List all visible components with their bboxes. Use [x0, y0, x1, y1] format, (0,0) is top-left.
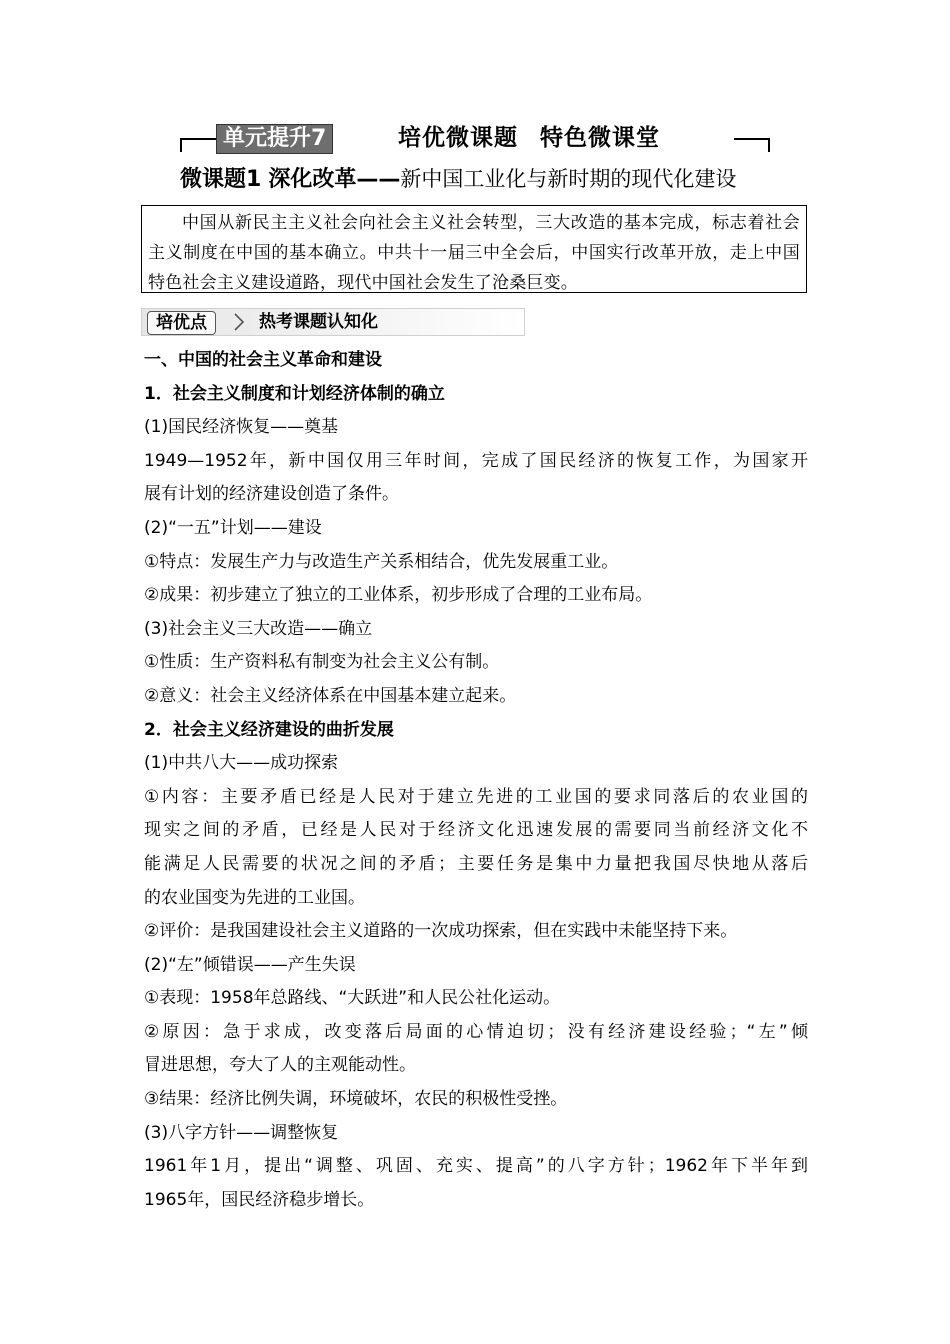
body-content — [144, 344, 808, 1217]
header-rule-left — [180, 138, 216, 140]
paragraph-line: 冒进思想，夸大了人的主观能动性。 — [144, 1055, 416, 1076]
micro-lesson-title — [180, 164, 780, 195]
list-item: ②原因：急于求成，改变落后局面的心情迫切；没有经济建设经验；“左”倾 — [144, 1021, 808, 1042]
header-rule-left-tick — [180, 138, 182, 152]
intro-box — [141, 205, 807, 293]
list-item: ②成果：初步建立了独立的工业体系，初步形成了合理的工业布局。 — [144, 585, 653, 606]
paragraph-line: 1949—1952年，新中国仅用三年时间，完成了国民经济的恢复工作，为国家开 — [144, 450, 808, 471]
micro-lesson-topic: 深化改革—— — [268, 167, 401, 192]
paragraph-line: 展有计划的经济建设创造了条件。 — [144, 484, 399, 505]
chevron-right-icon — [229, 312, 249, 332]
list-item: ②意义：社会主义经济体系在中国基本建立起来。 — [144, 685, 517, 706]
point-heading: (3)八字方针——调整恢复 — [144, 1122, 339, 1143]
point-heading: (1)中共八大——成功探索 — [144, 753, 339, 774]
paragraph-line: 现实之间的矛盾，已经是人民对于经济文化迅速发展的需要同当前经济文化不 — [144, 820, 808, 841]
section-tag-bar — [141, 308, 525, 338]
point-heading: (3)社会主义三大改造——确立 — [144, 618, 373, 639]
tag-label: 热考课题认知化 — [259, 312, 378, 332]
paragraph-line: 的农业国变为先进的工业国。 — [144, 887, 365, 908]
list-item: ①内容：主要矛盾已经是人民对于建立先进的工业国的要求同落后的农业国的 — [144, 786, 808, 807]
list-item: ①表现：1958年总路线、“大跃进”和人民公社化运动。 — [144, 988, 561, 1009]
unit-header — [180, 124, 770, 154]
unit-title-part-b: 特色微课堂 — [540, 125, 660, 151]
subsection-heading: 2．社会主义经济建设的曲折发展 — [144, 719, 394, 740]
header-rule-right — [734, 138, 770, 140]
subsection-heading: 1．社会主义制度和计划经济体制的确立 — [144, 383, 445, 404]
header-rule-right-tick — [768, 138, 770, 152]
point-heading: (2)“一五”计划——建设 — [144, 517, 322, 538]
tag-chip: 培优点 — [147, 311, 216, 335]
list-item: ②评价：是我国建设社会主义道路的一次成功探索，但在实践中未能坚持下来。 — [144, 921, 738, 942]
list-item: ①性质：生产资料私有制变为社会主义公有制。 — [144, 652, 500, 673]
paragraph-line: 1965年，国民经济稳步增长。 — [144, 1189, 375, 1210]
micro-lesson-label: 微课题1 — [180, 167, 262, 192]
paragraph-line: 能满足人民需要的状况之间的矛盾；主要任务是集中力量把我国尽快地从落后 — [144, 853, 808, 874]
intro-text: 中国从新民主主义社会向社会主义社会转型，三大改造的基本完成，标志着社会主义制度在中国的基本确立。中共十一届三中全会后，中国实行改革开放，走上中国特色社会主义建设道路，现代中国社会发生了沧桑巨变。 — [148, 213, 800, 293]
unit-title — [398, 124, 660, 152]
unit-title-part-a: 培优微课题 — [398, 125, 518, 151]
paragraph-line: 1961年1月，提出“调整、巩固、充实、提高”的八字方针；1962年下半年到 — [144, 1156, 808, 1177]
section-heading: 一、中国的社会主义革命和建设 — [144, 350, 382, 370]
unit-badge: 单元提升7 — [216, 124, 333, 154]
point-heading: (1)国民经济恢复——奠基 — [144, 417, 339, 438]
point-heading: (2)“左”倾错误——产生失误 — [144, 954, 356, 975]
list-item: ③结果：经济比例失调，环境破坏，农民的积极性受挫。 — [144, 1089, 568, 1110]
micro-lesson-subtitle: 新中国工业化与新时期的现代化建设 — [400, 167, 737, 191]
list-item: ①特点：发展生产力与改造生产关系相结合，优先发展重工业。 — [144, 551, 619, 572]
